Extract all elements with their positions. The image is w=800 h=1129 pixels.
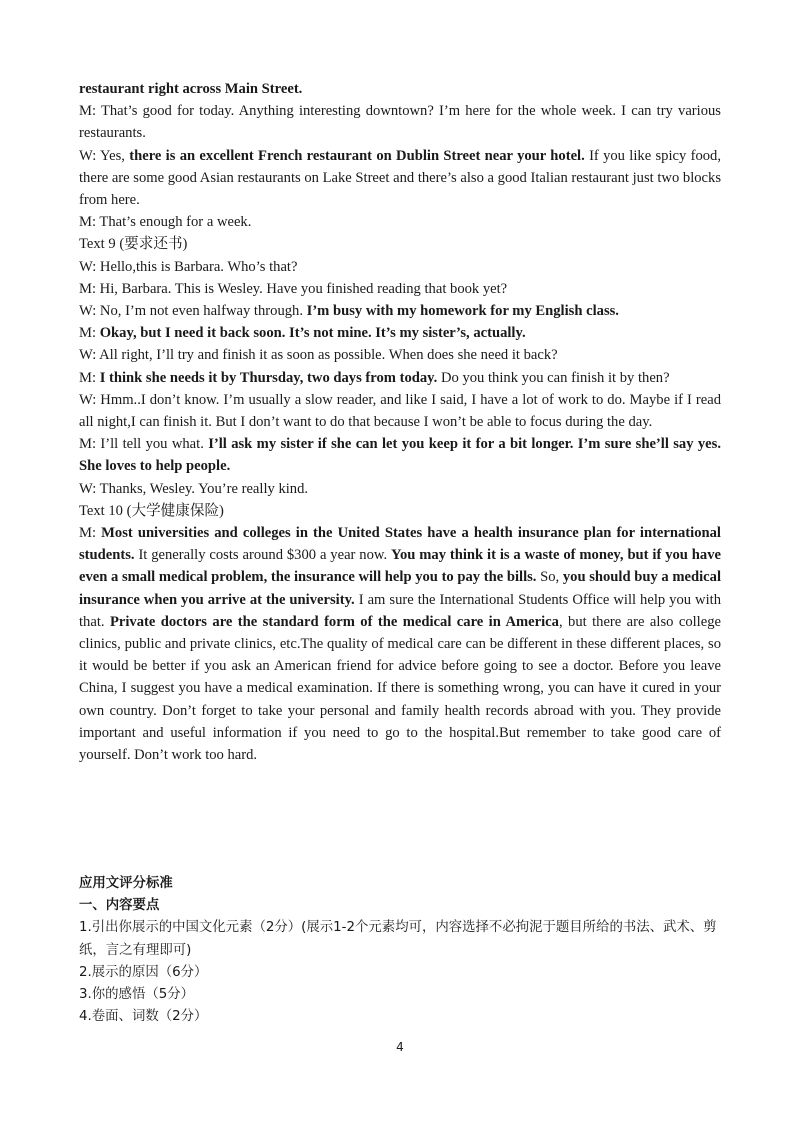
text-run: W: Hmm..I don’t know. I’m usually a slow reader, and like I said, I have a lot of work to do. Maybe if I read all night,I can finish it. But I don’t want to do that because I won’t be able to focus during the day. (79, 391, 721, 431)
rubric-item: 4.卷面、词数（2分） (79, 1009, 208, 1025)
rubric-item: 2.展示的原因（6分） (79, 964, 208, 980)
transcript-paragraph (79, 322, 721, 344)
rubric-item: 3.你的感悟（5分） (79, 987, 195, 1003)
transcript-paragraph (79, 145, 721, 212)
transcript-paragraph (79, 433, 721, 477)
text-run: , but there are also college clinics, public and private clinics, etc.The quality of medical care can be different in these different places, so it would be better if you ask an American friend for advice before going to see a doctor. Before you leave China, I suggest you have a medical examination. If there is something wrong, you can have it cured in your own country. Don’t forget to take your personal and family health records abroad with you. They provide important and useful information if you need to go to the hospital.But remember to take good care of yourself. Don’t work too hard. (79, 613, 721, 764)
text-run: W: All right, I’ll try and finish it as soon as possible. When does she need it back? (79, 347, 558, 364)
text-run: W: Hello,this is Barbara. Who’s that? (79, 258, 298, 275)
transcript-paragraph (79, 256, 721, 278)
rubric-section-heading: 一、内容要点 (79, 898, 160, 914)
text-run: M: (79, 369, 100, 386)
text-run: So, (536, 569, 563, 586)
bold-text-run: you should buy a medical insurance when you arrive at the university. (79, 569, 721, 608)
listening-transcript (79, 78, 721, 766)
bold-text-run: there is an excellent French restaurant on Dublin Street near your hotel. (129, 147, 585, 164)
transcript-paragraph (79, 389, 721, 433)
transcript-paragraph (79, 278, 721, 300)
bold-text-run: I’m busy with my homework for my English class. (306, 303, 619, 320)
bold-text-run: I’ll ask my sister if she can let you keep it for a bit longer. I’m sure she’ll say yes. She loves to help people. (79, 436, 721, 475)
bold-text-run: restaurant right across Main Street. (79, 81, 303, 97)
text-run: It generally costs around $300 a year now. (134, 547, 392, 564)
text-heading (79, 500, 721, 522)
text-run: M: That’s enough for a week. (79, 214, 252, 231)
transcript-paragraph (79, 478, 721, 500)
text-run: If you like spicy food, there are some good Asian restaurants on Lake Street and there’s also a good Italian restaurant just two blocks from here. (79, 147, 721, 209)
bold-text-run: Most universities and colleges in the United States have a health insurance plan for international students. (79, 525, 721, 564)
text-run: Do you think you can finish it by then? (437, 369, 670, 386)
rubric-title: 应用文评分标准 (79, 876, 173, 891)
bold-text-run: I think she needs it by Thursday, two days from today. (99, 369, 438, 386)
scoring-rubric (79, 873, 721, 1028)
rubric-item: 1.引出你展示的中国文化元素（2分）(展示1-2个元素均可，内容选择不必拘泥于题目所给的书法、武术、剪纸，言之有理即可) (79, 920, 717, 958)
transcript-paragraph (79, 100, 721, 144)
transcript-paragraph (79, 344, 721, 366)
text-run: M: Hi, Barbara. This is Wesley. Have you finished reading that book yet? (79, 280, 508, 297)
text-run: W: Thanks, Wesley. You’re really kind. (79, 480, 309, 497)
text-run: Text 9 (要求还书) (79, 236, 188, 253)
text-run: M: (79, 525, 102, 542)
transcript-paragraph (79, 300, 721, 322)
transcript-paragraph (79, 367, 721, 389)
text-run: M: I’ll tell you what. (79, 436, 209, 453)
text-heading (79, 233, 721, 255)
page-number: 4 (396, 1040, 404, 1054)
transcript-paragraph (79, 78, 721, 100)
text-run: W: Yes, (79, 147, 130, 164)
text-run: M: (79, 325, 100, 342)
bold-text-run: Okay, but I need it back soon. It’s not mine. It’s my sister’s, actually. (99, 325, 526, 342)
text-run: W: No, I’m not even halfway through. (79, 303, 307, 320)
text-run: Text 10 (大学健康保险) (79, 502, 224, 519)
transcript-paragraph (79, 211, 721, 233)
text-run: I am sure the International Students Office will help you with that. (79, 591, 721, 630)
transcript-paragraph (79, 522, 721, 766)
bold-text-run: You may think it is a waste of money, but if you have even a small medical problem, the insurance will help you to pay the bills. (79, 547, 721, 586)
text-run: M: That’s good for today. Anything interesting downtown? I’m here for the whole week. I can try various restaurants. (79, 103, 721, 142)
bold-text-run: Private doctors are the standard form of the medical care in America (109, 613, 559, 630)
